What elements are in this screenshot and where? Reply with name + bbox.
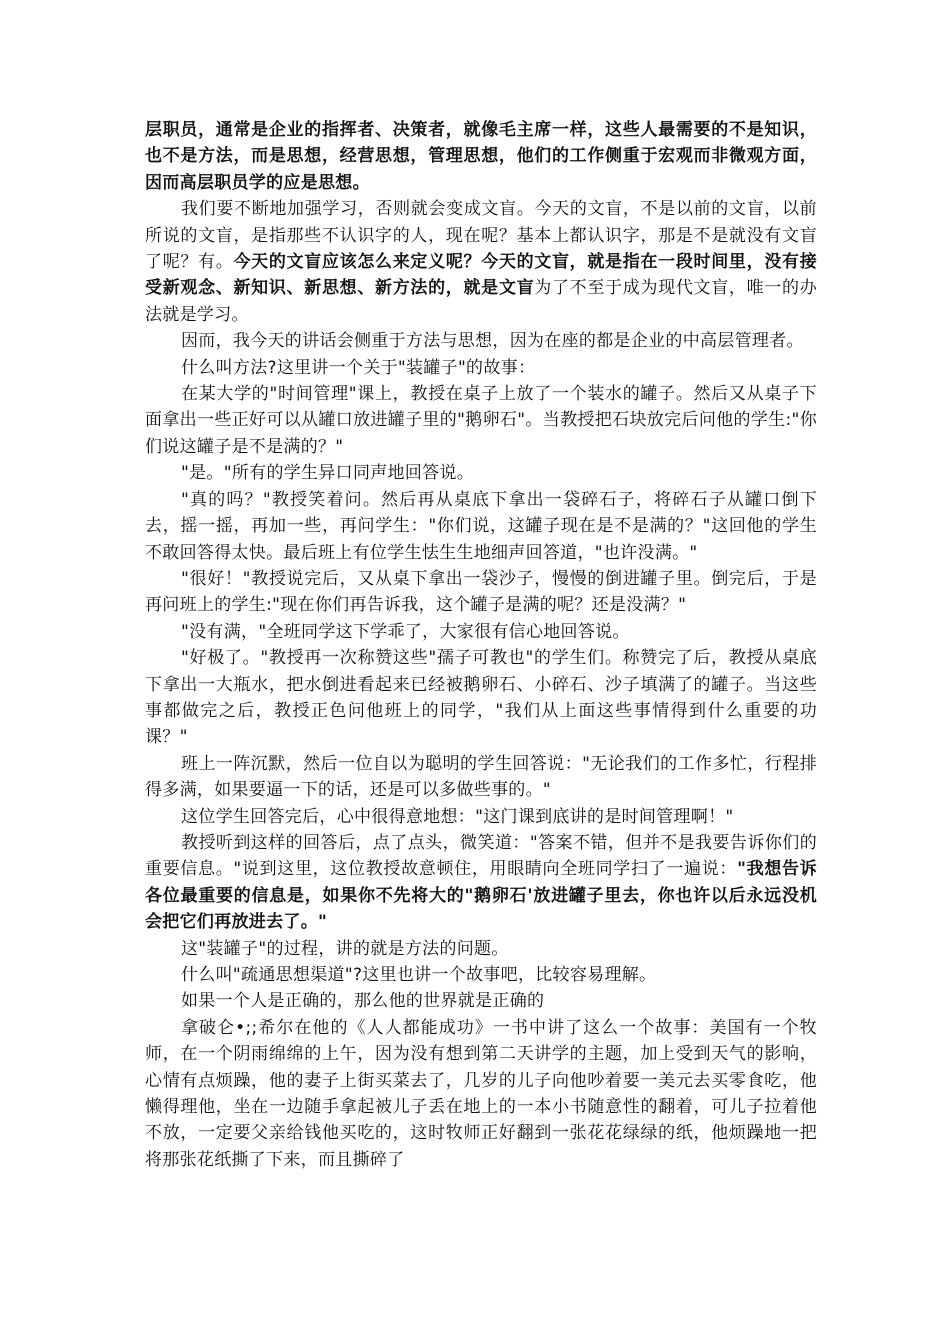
paragraph-8: "很好！"教授说完后，又从桌下拿出一袋沙子，慢慢的倒进罐子里。倒完后，于是再问班上的学生:"现在你们再告诉我，这个罐子是满的呢？还是没满？": [145, 568, 817, 616]
paragraph-15: 什么叫"疏通思想渠道"?这里也讲一个故事吧，比较容易理解。: [181, 965, 657, 985]
text-span: 教授听到这样的回答后，点了点头，微笑道："答案不错，但并不是我要告诉你们的重要信息。"说到这里，这位教授故意顿住，用眼睛向全班同学扫了一遍说：: [145, 832, 817, 880]
bold-text: 今天的文盲应该怎么来定义呢？今天的文盲，就是指在一段时间里，没有接受新观念、新知识、新思想、新方法的，就是文盲: [145, 252, 818, 299]
paragraph-11: 班上一阵沉默，然后一位自以为聪明的学生回答说："无论我们的工作多忙，行程排得多满，如果要逼一下的话，还是可以多做些事的。": [145, 753, 817, 801]
paragraph-16: 如果一个人是正确的，那么他的世界就是正确的: [181, 991, 545, 1012]
paragraph-7: "真的吗？"教授笑着问。然后再从桌底下拿出一袋碎石子，将碎石子从罐口倒下去，摇一摇，再加一些，再问学生："你们说，这罐子现在是不是满的？"这回他的学生不敢回答得太快。最后班上有位学生怯生生地细声回答道，"也许没满。": [145, 489, 817, 563]
paragraph-14: 这"装罐子"的过程，讲的就是方法的问题。: [181, 938, 509, 959]
paragraph-9: "没有满，"全班同学这下学乖了，大家很有信心地回答说。: [181, 621, 630, 642]
paragraph-5: 在某大学的"时间管理"课上，教授在桌子上放了一个装水的罐子。然后又从桌子下面拿出一些正好可以从罐口放进罐子里的"鹅卵石"。当教授把石块放完后问他的学生:"你们说这罐子是不是满的？": [145, 384, 817, 457]
document-page: [145, 117, 817, 1173]
paragraph-10: "好极了。"教授再一次称赞这些"孺子可教也"的学生们。称赞完了后，教授从桌底下拿出一大瓶水，把水倒进看起来已经被鹅卵石、小碎石、沙子填满了的罐子。当这些事都做完之后，教授正色问他班上的同学，"我们从上面这些事情得到什么重要的功课？": [145, 648, 817, 748]
paragraph-4: 什么叫方法?这里讲一个关于"装罐子"的故事：: [181, 357, 536, 378]
paragraph-12: 这位学生回答完后，心中很得意地想："这门课到底讲的是时间管理啊！": [181, 806, 734, 827]
paragraph-2: [145, 196, 817, 328]
paragraph-17: 拿破仑•;;希尔在他的《人人都能成功》一书中讲了这么一个故事：美国有一个牧师，在一个阴雨绵绵的上午，因为没有想到第二天讲学的主题，加上受到天气的影响，心情有点烦躁，他的妻子上街买菜去了，几岁的儿子向他吵着要一美元去买零食吃，他懒得理他，坐在一边随手拿起被儿子丢在地上的一本小书随意性的翻着，可儿子拉着他不放，一定要父亲给钱他买吃的，这时牧师正好翻到一张花花绿绿的纸，他烦躁地一把将那张花纸撕了下来，而且撕碎了: [145, 1017, 817, 1170]
paragraph-6: "是。"所有的学生异口同声地回答说。: [181, 463, 475, 484]
paragraph-3: 因而，我今天的讲话会侧重于方法与思想，因为在座的都是企业的中高层管理者。: [181, 331, 804, 352]
paragraph-13: [145, 830, 817, 936]
text-span: 我们要不断地加强学习，否则就会变成文盲。今天的文盲，不是以前的文盲，以前所说的文盲，是指那些不认识字的人，现在呢？基本上都认识字，那是不是就没有文盲了呢？有。: [145, 199, 817, 273]
text-span: 为了不至于成为现代文盲，唯一的办法就是学习。: [145, 278, 817, 325]
bold-text: "我想告诉各位最重要的信息是，如果你不先将大的"鹅卵石'放进罐子里去，你也许以后永远没机会把它们再放进去了。": [145, 859, 817, 933]
paragraph-1: [145, 117, 817, 196]
bold-text: 层职员，通常是企业的指挥者、决策者，就像毛主席一样，这些人最需要的不是知识，也不是方法，而是思想，经营思想，管理思想，他们的工作侧重于宏观而非微观方面，因而高层职员学的应是思想。: [145, 120, 817, 193]
